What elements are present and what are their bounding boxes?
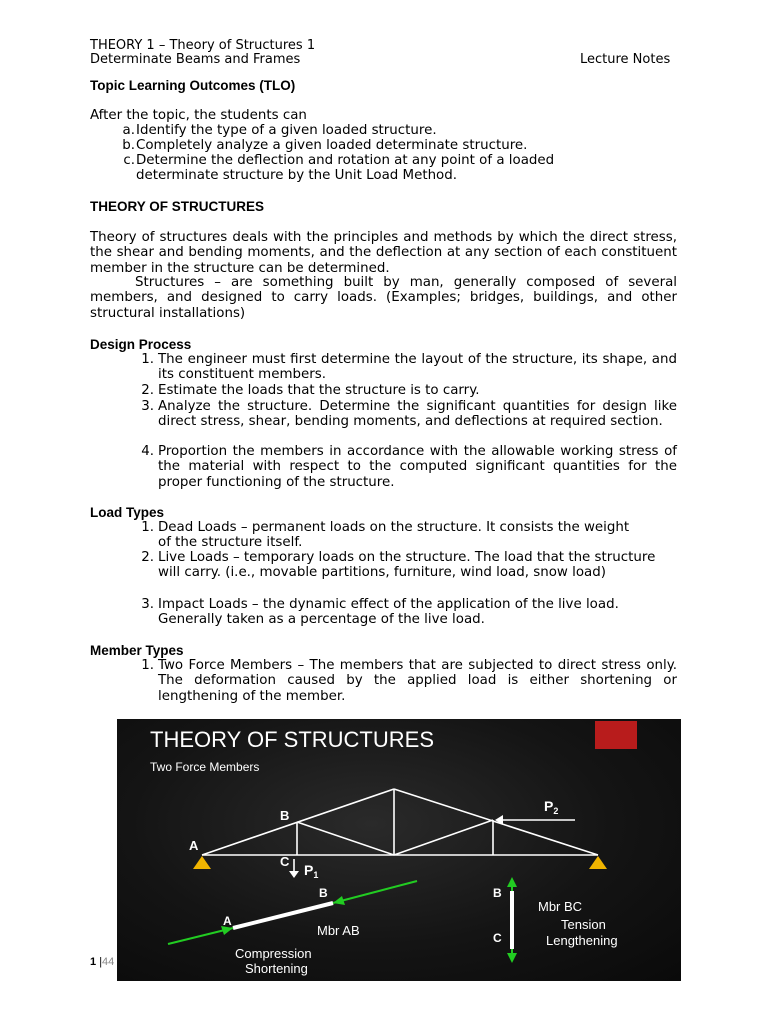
truss-diagram bbox=[117, 719, 681, 981]
page-number bbox=[90, 956, 114, 968]
list-marker: 3. bbox=[141, 399, 154, 414]
list-marker: 4. bbox=[141, 444, 154, 459]
list-marker: b. bbox=[122, 138, 135, 153]
loads-item-3 bbox=[136, 597, 678, 629]
tlo-item-b bbox=[117, 138, 679, 154]
label-a: A bbox=[189, 838, 199, 853]
list-item-text: The engineer must first determine the layout of the structure, its shape, and its constituent members. bbox=[158, 352, 677, 383]
list-marker: c. bbox=[123, 153, 135, 168]
list-item-text: Live Loads – temporary loads on the structure. The load that the structure will carry. (i.e., movable partitions, furniture, wind load, snow load) bbox=[158, 550, 656, 581]
truss-right-diagonal bbox=[394, 820, 493, 855]
design-item-3 bbox=[136, 399, 678, 447]
list-marker: 3. bbox=[141, 597, 154, 612]
tension-arrowhead-top-icon bbox=[507, 877, 517, 887]
p1-arrowhead-icon bbox=[289, 871, 299, 878]
slide-title: THEORY OF STRUCTURES bbox=[150, 727, 434, 752]
design-heading: Design Process bbox=[90, 337, 192, 352]
truss-right-top-chord bbox=[394, 789, 598, 855]
loads-heading: Load Types bbox=[90, 505, 165, 520]
truss bbox=[202, 789, 598, 855]
list-item-text: Analyze the structure. Determine the significant quantities for design like direct stress, shear, bending moments, and deflections at required section. bbox=[158, 399, 677, 430]
label-bc-b: B bbox=[493, 886, 502, 900]
tlo-item-a bbox=[117, 123, 679, 139]
accent-square bbox=[595, 721, 637, 749]
slide-subtitle: Two Force Members bbox=[150, 760, 260, 774]
theory-paragraph-2: Structures – are something built by man, generally composed of several members, and designed to carry loads. (Examples; bridges, buildings, and other structural installations) bbox=[90, 275, 677, 321]
list-item-text: Completely analyze a given loaded determinate structure. bbox=[136, 138, 528, 153]
label-bc-c: C bbox=[493, 931, 502, 945]
label-p1: $P_1$ bbox=[304, 862, 319, 880]
design-item-1 bbox=[136, 352, 678, 384]
label-p2: $P_2$ bbox=[544, 798, 559, 816]
header-topic: Determinate Beams and Frames bbox=[90, 52, 301, 67]
compression-arrow-right bbox=[333, 881, 417, 903]
label-mbr-ab: Mbr AB bbox=[317, 923, 360, 938]
design-item-2 bbox=[136, 383, 678, 399]
list-marker: 2. bbox=[141, 550, 154, 565]
label-compression: Compression bbox=[235, 946, 312, 961]
members-item-1 bbox=[136, 658, 678, 706]
list-item-text: Impact Loads – the dynamic effect of the application of the live load. Generally taken as a percentage of the live load. bbox=[158, 597, 619, 628]
tlo-item-c bbox=[117, 153, 679, 185]
list-marker: 1. bbox=[141, 520, 154, 535]
label-lengthening: Lengthening bbox=[546, 933, 618, 948]
page-number-current: 1 bbox=[90, 956, 97, 968]
theory-paragraph-1: Theory of structures deals with the principles and methods by which the direct stress, the shear and bending moments, and the deflection at any section of each constituent member in the structure can be determined. bbox=[90, 230, 677, 276]
header-course-title: THEORY 1 – Theory of Structures 1 bbox=[90, 38, 316, 53]
label-b: B bbox=[280, 808, 290, 823]
header-lecture-notes: Lecture Notes bbox=[580, 52, 671, 67]
compression-arrowhead-right-icon bbox=[333, 896, 345, 905]
theory-heading: THEORY OF STRUCTURES bbox=[90, 199, 265, 214]
label-shortening: Shortening bbox=[245, 961, 308, 976]
left-support-icon bbox=[193, 856, 211, 869]
list-item-text: Proportion the members in accordance with the allowable working stress of the material with respect to the computed significant quantities for the proper functioning of the structure. bbox=[158, 444, 677, 490]
label-ab-a: A bbox=[223, 914, 232, 928]
loads-item-1 bbox=[136, 520, 678, 552]
loads-item-2 bbox=[136, 550, 678, 598]
label-ab-b: B bbox=[319, 886, 328, 900]
list-marker: a. bbox=[122, 123, 135, 138]
tension-arrowhead-bottom-icon bbox=[507, 953, 517, 963]
tlo-heading: Topic Learning Outcomes (TLO) bbox=[90, 78, 296, 93]
list-marker: 1. bbox=[141, 352, 154, 367]
truss-left-diagonal bbox=[297, 822, 394, 855]
label-c: C bbox=[280, 854, 290, 869]
page-number-total: 44 bbox=[102, 956, 115, 968]
list-item-text: Identify the type of a given loaded structure. bbox=[136, 123, 437, 138]
page-number-separator: | bbox=[99, 956, 103, 968]
label-tension: Tension bbox=[561, 917, 606, 932]
two-force-members-slide bbox=[117, 719, 681, 981]
label-mbr-bc: Mbr BC bbox=[538, 899, 583, 914]
tlo-intro: After the topic, the students can bbox=[90, 108, 307, 123]
list-item-text: Estimate the loads that the structure is to carry. bbox=[158, 383, 480, 398]
list-item-text: Dead Loads – permanent loads on the structure. It consists the weight of the structure itself. bbox=[158, 520, 630, 551]
list-item-text: Determine the deflection and rotation at any point of a loaded determinate structure by the Unit Load Method. bbox=[136, 153, 555, 184]
design-item-4 bbox=[136, 444, 678, 492]
right-support-icon bbox=[589, 856, 607, 869]
members-heading: Member Types bbox=[90, 643, 184, 658]
list-marker: 2. bbox=[141, 383, 154, 398]
list-item-text: Two Force Members – The members that are subjected to direct stress only. The deformation caused by the applied load is either shortening or lengthening of the member. bbox=[158, 658, 677, 704]
list-marker: 1. bbox=[141, 658, 154, 673]
